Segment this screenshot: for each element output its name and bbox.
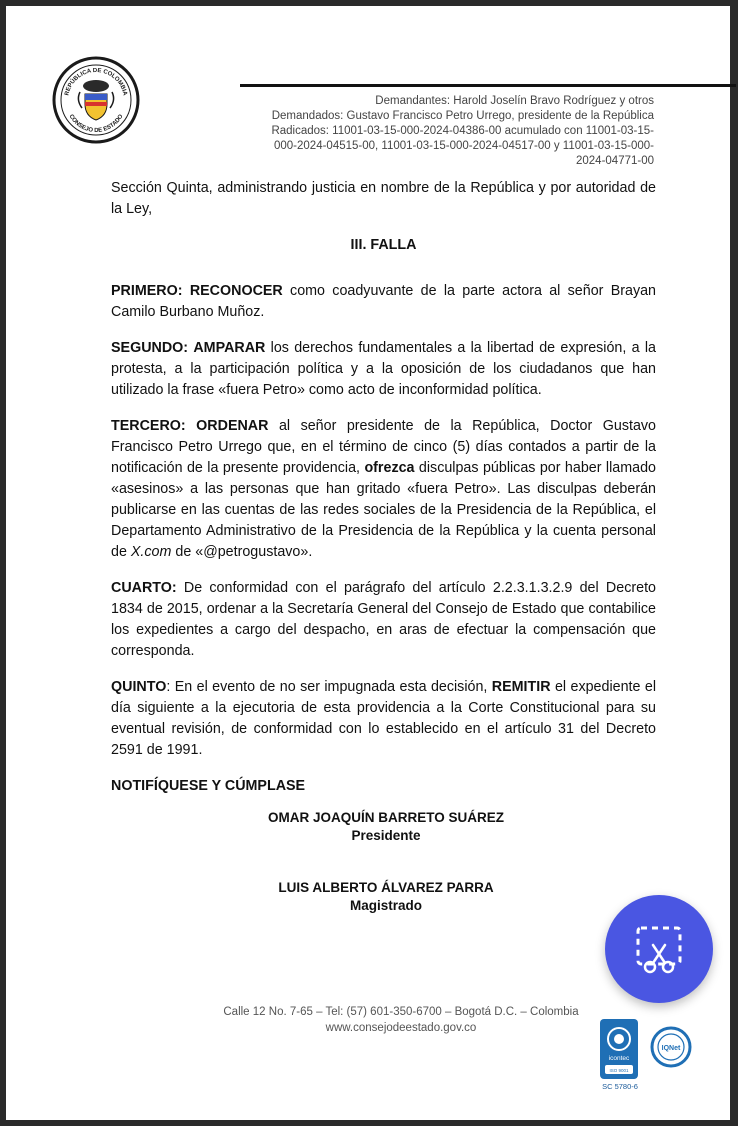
icontec-certification-icon (600, 1019, 638, 1079)
signature-role: Presidente (351, 828, 421, 843)
quinto-text-1: : En el evento de no ser impugnada esta decisión, (166, 679, 492, 695)
plaintiffs-line: Demandantes: Harold Joselín Bravo Rodríguez y otros (375, 95, 654, 107)
svg-text:IQNet: IQNet (661, 1045, 681, 1052)
intro-paragraph: Sección Quinta, administrando justicia en nombre de la República y por autoridad de la Ley, (111, 180, 656, 217)
filing-line-2: 000-2024-04515-00, 11001-03-15-000-2024-04517-00 y 11001-03-15-000- (274, 140, 654, 152)
document-page (6, 6, 730, 1120)
svg-text:REPÚBLICA DE COLOMBIA: REPÚBLICA DE COLOMBIA (64, 67, 128, 97)
filing-line-1: Radicados: 11001-03-15-000-2024-04386-00 acumulado con 11001-03-15- (271, 125, 654, 137)
segundo-label: SEGUNDO: (111, 340, 189, 356)
tercero-paragraph (111, 416, 656, 563)
footer-address: Calle 12 No. 7-65 – Tel: (57) 601-350-6700 – Bogotá D.C. – Colombia (223, 1006, 579, 1018)
svg-text:ISO 9001: ISO 9001 (609, 1068, 629, 1073)
signature-name: LUIS ALBERTO ÁLVAREZ PARRA (278, 880, 494, 895)
cuarto-text: De conformidad con el parágrafo del artículo 2.2.3.1.3.2.9 del Decreto 1834 de 2015, ordenar a la Secretaría General del Consejo de Estado que contabilice los expedientes a cargo del despacho, en aras de efectuar la compensación que corresponda. (111, 580, 656, 659)
signature-magistrate (186, 879, 586, 915)
primero-text: como coadyuvante de la parte actora al señor Brayan Camilo Burbano Muñoz. (111, 283, 657, 320)
certification-code: SC 5780-6 (602, 1082, 638, 1091)
tercero-text-2: disculpas públicas por haber llamado «asesinos» a las personas que han gritado «fuera Petro». Las disculpas deberán publicarse en las cuentas de las redes sociales de la Presidencia de la República, el Departamento Administrativo de la Presidencia de la República y la cuenta personal de (111, 460, 656, 560)
signature-name: OMAR JOAQUÍN BARRETO SUÁREZ (267, 810, 504, 825)
signature-role: Magistrado (349, 898, 422, 913)
consejo-de-estado-seal-icon (52, 56, 140, 144)
defendants-line: Demandados: Gustavo Francisco Petro Urrego, presidente de la República (271, 110, 654, 122)
screenshot-capture-button[interactable] (605, 895, 713, 1003)
quinto-label: QUINTO (111, 679, 167, 695)
footer-website: www.consejodeestado.gov.co (325, 1022, 477, 1034)
primero-paragraph (111, 281, 656, 323)
quinto-verb: REMITIR (491, 679, 551, 695)
cuarto-label: CUARTO: (111, 580, 177, 596)
cuarto-paragraph (111, 578, 656, 662)
tercero-bold-word: ofrezca (364, 460, 415, 476)
iqnet-certification-icon (650, 1026, 692, 1068)
signatures-block (186, 809, 586, 949)
page-footer (186, 1004, 616, 1036)
segundo-verb: AMPARAR (193, 340, 266, 356)
tercero-text-3: de «@petrogustavo». (171, 544, 313, 560)
segundo-paragraph (111, 338, 656, 401)
screenshot-scissors-icon (605, 895, 713, 1003)
tercero-text-1: al señor presidente de la República, Doctor Gustavo Francisco Petro Urrego que, en el término de cinco (5) días contados a partir de la notificación de la presente providencia, (111, 418, 656, 476)
tercero-verb: ORDENAR (196, 418, 269, 434)
ruling-body (111, 178, 656, 812)
header-rule (240, 84, 736, 87)
tercero-label: TERCERO: (111, 418, 186, 434)
section-heading: III. FALLA (350, 237, 417, 253)
svg-text:icontec: icontec (608, 1055, 630, 1062)
filing-line-3: 2024-04771-00 (575, 155, 654, 167)
closing-formula (111, 776, 656, 797)
primero-label: PRIMERO: (111, 283, 183, 299)
signature-president (186, 809, 586, 845)
closing-text: NOTIFÍQUESE Y CÚMPLASE (111, 778, 306, 794)
segundo-text: los derechos fundamentales a la libertad de expresión, a la protesta, a la participación política y a la oposición de los ciudadanos que han utilizado la frase «fuera Petro» como acto de inconformidad política. (111, 340, 656, 398)
case-header (242, 94, 654, 169)
quinto-paragraph (111, 677, 656, 761)
tercero-italic-word: X.com (130, 544, 172, 560)
primero-verb: RECONOCER (189, 283, 283, 299)
svg-text:CONSEJO DE ESTADO: CONSEJO DE ESTADO (67, 113, 125, 135)
quinto-text-2: el expediente el día siguiente a la ejecutoria de esta providencia a la Corte Constitucional para su eventual revisión, de conformidad con lo establecido en el artículo 31 del Decreto 2591 de 1991. (111, 679, 656, 758)
